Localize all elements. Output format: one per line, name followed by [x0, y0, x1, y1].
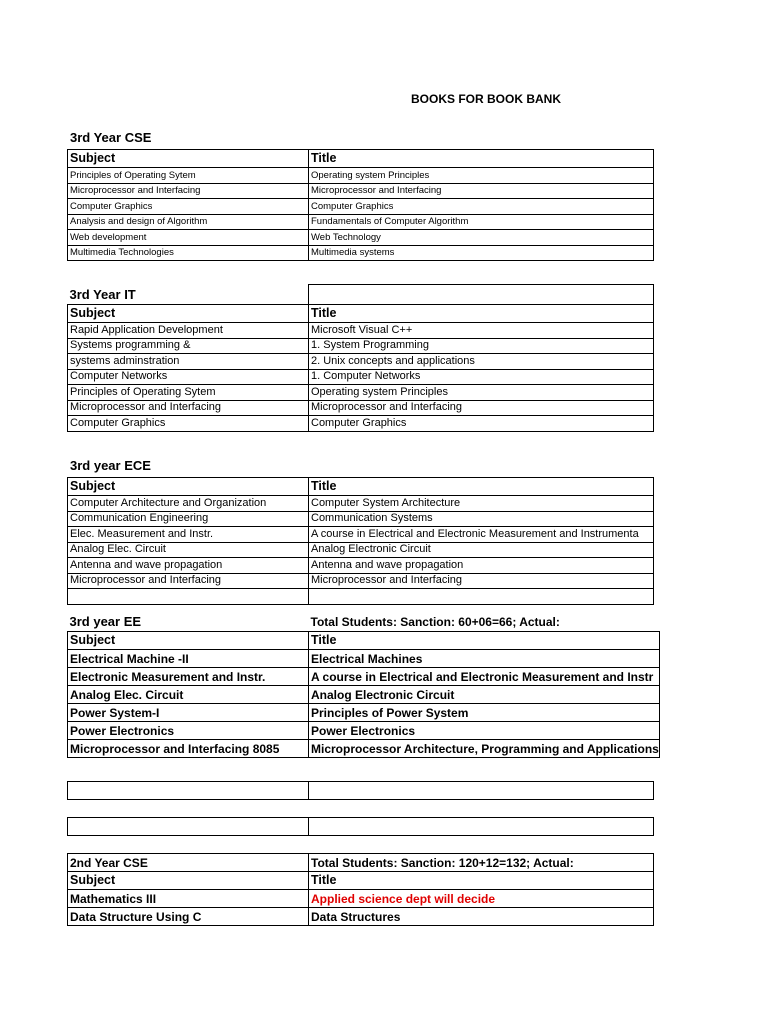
table-header-row — [68, 872, 654, 890]
cell-subject: Microprocessor and Interfacing 8085 — [68, 740, 309, 758]
table-row — [68, 183, 654, 199]
header-title: Title — [309, 872, 654, 890]
cell-title: Operating system Principles — [309, 385, 654, 401]
cell-title: Data Structures — [309, 908, 654, 926]
cell-title: Analog Electronic Circuit — [309, 686, 660, 704]
cell-subject: Power Electronics — [68, 722, 309, 740]
cell-subject: Microprocessor and Interfacing — [68, 573, 309, 589]
table-row — [68, 527, 654, 543]
table-caption-row — [68, 285, 654, 305]
table-row — [68, 740, 660, 758]
cell-title: Antenna and wave propagation — [309, 558, 654, 574]
cell-title: Computer System Architecture — [309, 496, 654, 512]
header-subject: Subject — [68, 150, 309, 168]
table-row — [68, 400, 654, 416]
cell-title: Operating system Principles — [309, 168, 654, 184]
table-row — [68, 686, 660, 704]
cell-title: Principles of Power System — [309, 704, 660, 722]
cell-title: Multimedia systems — [309, 245, 654, 261]
header-title: Title — [309, 305, 654, 323]
students-summary: Total Students: Sanction: 120+12=132; Actual: — [309, 854, 654, 872]
empty-table-row-2 — [67, 817, 654, 836]
table-row — [68, 496, 654, 512]
section-heading-it3: 3rd Year IT — [68, 285, 309, 305]
section-heading-ece3: 3rd year ECE — [70, 458, 151, 473]
table-header-row — [68, 478, 654, 496]
empty-table-row-1 — [67, 781, 654, 800]
cell-subject: Microprocessor and Interfacing — [68, 400, 309, 416]
cell-subject: Computer Graphics — [68, 416, 309, 432]
cell-title: Web Technology — [309, 230, 654, 246]
empty-cell — [309, 818, 654, 836]
cell-subject: Data Structure Using C — [68, 908, 309, 926]
cell-subject: Rapid Application Development — [68, 323, 309, 339]
cell-subject: Electrical Machine -II — [68, 650, 309, 668]
table-caption-row — [68, 854, 654, 872]
cell-subject — [68, 589, 309, 605]
cell-title: A course in Electrical and Electronic Measurement and Instrumenta — [309, 527, 654, 543]
cell-title: Analog Electronic Circuit — [309, 542, 654, 558]
table-row — [68, 199, 654, 215]
empty-cell — [68, 782, 309, 800]
table-cse3 — [67, 149, 654, 261]
cell-subject: Principles of Operating Sytem — [68, 385, 309, 401]
table-row — [68, 668, 660, 686]
cell-title: Microprocessor and Interfacing — [309, 183, 654, 199]
table-ece3 — [67, 477, 654, 605]
table-header-row — [68, 632, 660, 650]
table-row — [68, 354, 654, 370]
section-heading-ee3: 3rd year EE — [69, 614, 142, 629]
table-row — [68, 338, 654, 354]
cell-title: Computer Graphics — [309, 416, 654, 432]
cell-title-highlight: Applied science dept will decide — [309, 890, 654, 908]
empty-cell — [309, 782, 654, 800]
table-ee3 — [67, 612, 660, 758]
table-row — [68, 890, 654, 908]
cell-subject: Analysis and design of Algorithm — [68, 214, 309, 230]
cell-subject: Analog Elec. Circuit — [68, 542, 309, 558]
table-row — [68, 369, 654, 385]
cell-subject: Antenna and wave propagation — [68, 558, 309, 574]
table-row — [68, 385, 654, 401]
cell-title: Microprocessor Architecture, Programming and Applications — [309, 740, 660, 758]
cell-subject: Elec. Measurement and Instr. — [68, 527, 309, 543]
cell-title: Microsoft Visual C++ — [309, 323, 654, 339]
cell-subject: Mathematics III — [68, 890, 309, 908]
table-row — [68, 589, 654, 605]
cell-subject: Communication Engineering — [68, 511, 309, 527]
header-subject: Subject — [68, 305, 309, 323]
table-row — [68, 323, 654, 339]
cell-title: Electrical Machines — [309, 650, 660, 668]
table-caption-row — [68, 612, 660, 632]
page-title: BOOKS FOR BOOK BANK — [411, 92, 561, 106]
empty-cell — [309, 285, 654, 305]
cell-subject: Analog Elec. Circuit — [68, 686, 309, 704]
cell-title: Communication Systems — [309, 511, 654, 527]
table-row — [68, 908, 654, 926]
table-row — [68, 722, 660, 740]
table-cse2 — [67, 853, 654, 926]
cell-title: Microprocessor and Interfacing — [309, 573, 654, 589]
table-row — [68, 558, 654, 574]
table-row — [68, 214, 654, 230]
table-header-row — [68, 150, 654, 168]
table-row — [68, 416, 654, 432]
header-title: Title — [309, 150, 654, 168]
cell-subject: Web development — [68, 230, 309, 246]
empty-cell — [68, 818, 309, 836]
cell-subject: Power System-I — [68, 704, 309, 722]
cell-subject: Computer Architecture and Organization — [68, 496, 309, 512]
cell-title: Power Electronics — [309, 722, 660, 740]
cell-title: Computer Graphics — [309, 199, 654, 215]
cell-title: 1. Computer Networks — [309, 369, 654, 385]
cell-title — [309, 589, 654, 605]
table-row — [68, 573, 654, 589]
table-row — [68, 511, 654, 527]
cell-title: 1. System Programming — [309, 338, 654, 354]
section-heading-cse3: 3rd Year CSE — [70, 130, 152, 145]
cell-subject: Microprocessor and Interfacing — [68, 183, 309, 199]
cell-subject: Principles of Operating Sytem — [68, 168, 309, 184]
cell-title: 2. Unix concepts and applications — [309, 354, 654, 370]
table-row — [68, 818, 654, 836]
cell-subject: Computer Graphics — [68, 199, 309, 215]
cell-subject: Multimedia Technologies — [68, 245, 309, 261]
header-title: Title — [309, 478, 654, 496]
header-subject: Subject — [68, 632, 309, 650]
table-row — [68, 650, 660, 668]
cell-subject: Systems programming & — [68, 338, 309, 354]
table-row — [68, 230, 654, 246]
students-summary: Total Students: Sanction: 60+06=66; Actual: — [310, 614, 560, 629]
cell-subject: Computer Networks — [68, 369, 309, 385]
table-row — [68, 168, 654, 184]
cell-subject: systems adminstration — [68, 354, 309, 370]
table-row — [68, 245, 654, 261]
cell-title: Microprocessor and Interfacing — [309, 400, 654, 416]
header-subject: Subject — [68, 478, 309, 496]
header-subject: Subject — [68, 872, 309, 890]
table-header-row — [68, 305, 654, 323]
cell-title: A course in Electrical and Electronic Measurement and Instr — [309, 668, 660, 686]
header-title: Title — [309, 632, 660, 650]
cell-subject: Electronic Measurement and Instr. — [68, 668, 309, 686]
table-it3 — [67, 284, 654, 432]
table-row — [68, 542, 654, 558]
section-heading-cse2: 2nd Year CSE — [68, 854, 309, 872]
table-row — [68, 704, 660, 722]
cell-title: Fundamentals of Computer Algorithm — [309, 214, 654, 230]
table-row — [68, 782, 654, 800]
